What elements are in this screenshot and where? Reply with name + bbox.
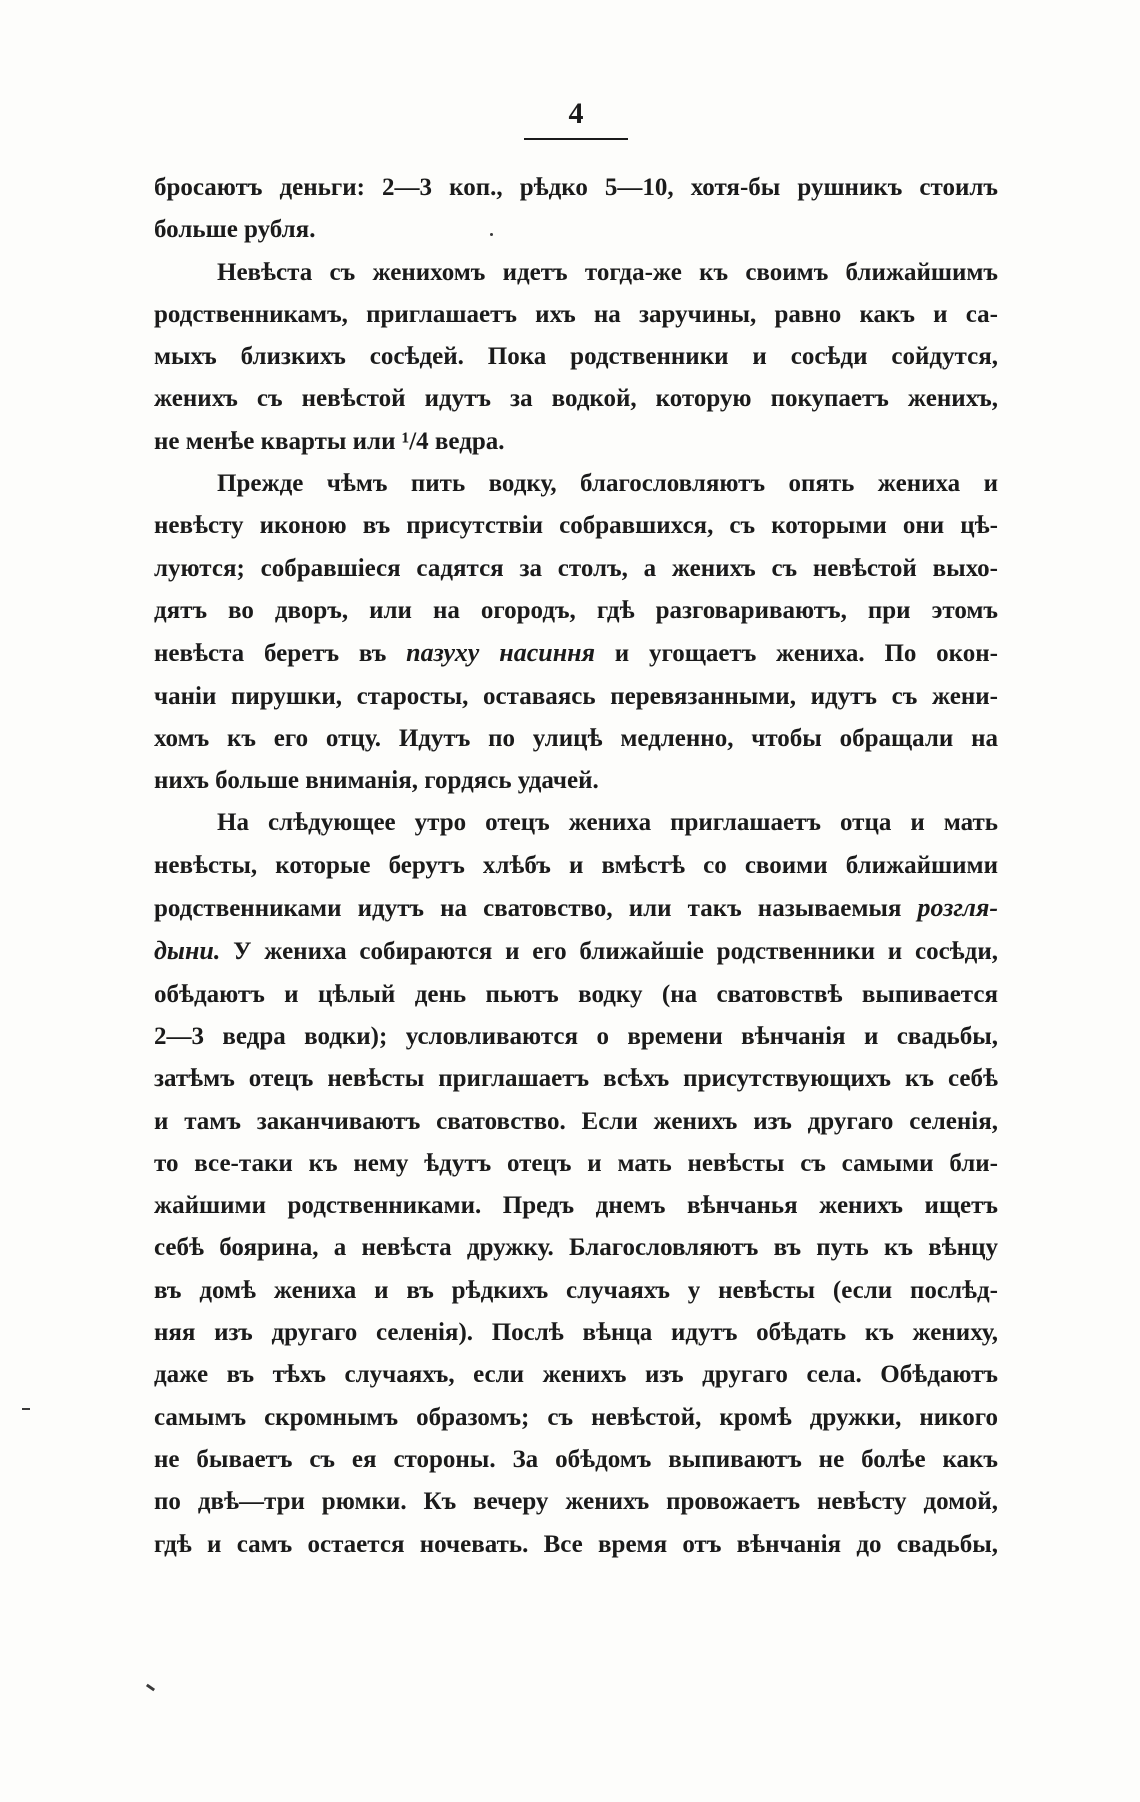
text-line: не менѣе кварты или ¹/4 ведра. bbox=[154, 427, 505, 455]
text-line: жайшими родственниками. Предъ днемъ вѣнчанья женихъ ищетъ bbox=[154, 1192, 998, 1220]
text-line: больше рубля. bbox=[154, 216, 316, 244]
italic-term: розгля- bbox=[917, 893, 998, 923]
text-line: въ домѣ жениха и въ рѣдкихъ случаяхъ у невѣсты (если послѣд- bbox=[154, 1276, 998, 1304]
text-line: по двѣ—три рюмки. Къ вечеру женихъ провожаетъ невѣсту домой, bbox=[154, 1488, 998, 1516]
paragraph bbox=[154, 252, 998, 463]
text-line: даже въ тѣхъ случаяхъ, если женихъ изъ другаго села. Обѣдаютъ bbox=[154, 1361, 998, 1389]
italic-term: пазуху насиння bbox=[406, 638, 596, 668]
text-line: то все-таки къ нему ѣдутъ отецъ и мать невѣсты съ самыми бли- bbox=[154, 1149, 998, 1177]
text-line: луются; собравшіеся садятся за столъ, а женихъ съ невѣстой выхо- bbox=[154, 554, 998, 582]
text-segment: и угощаетъ жениха. По окон- bbox=[595, 640, 998, 668]
text-line bbox=[154, 930, 998, 973]
text-line: хомъ къ его отцу. Идутъ по улицѣ медленно, чтобы обращали на bbox=[154, 724, 998, 752]
text-line: не бываетъ съ ея стороны. За обѣдомъ выпиваютъ не болѣе какъ bbox=[154, 1445, 998, 1473]
text-line: чаніи пирушки, старосты, оставаясь перевязанными, идутъ съ жени- bbox=[154, 682, 998, 710]
text-segment: невѣста беретъ въ bbox=[154, 640, 407, 668]
text-line: родственникамъ, приглашаетъ ихъ на заручины, равно какъ и са- bbox=[154, 300, 998, 328]
text-line: 2—3 ведра водки); условливаются о времени вѣнчанія и свадьбы, bbox=[154, 1022, 998, 1050]
text-line: На слѣдующее утро отецъ жениха приглашаетъ отца и мать bbox=[217, 809, 998, 837]
text-line: Невѣста съ женихомъ идетъ тогда-же къ своимъ ближайшимъ bbox=[217, 258, 998, 286]
text-segment: родственниками идутъ на сватовство, или такъ называемыя bbox=[154, 895, 918, 923]
text-line: Прежде чѣмъ пить водку, благословляютъ опять жениха и bbox=[217, 470, 998, 498]
scan-speck bbox=[22, 1408, 30, 1410]
paragraph bbox=[154, 802, 998, 1565]
text-segment: У жениха собираются и его ближайшіе родственники и сосѣди, bbox=[220, 938, 998, 966]
body-text bbox=[154, 167, 998, 1566]
text-line: невѣсты, которые берутъ хлѣбъ и вмѣстѣ со своими ближайшими bbox=[154, 851, 998, 879]
text-line: няя изъ другаго селенія). Послѣ вѣнца идутъ обѣдать къ жениху, bbox=[154, 1319, 998, 1347]
text-line: обѣдаютъ и цѣлый день пьютъ водку (на сватовствѣ выпивается bbox=[154, 980, 998, 1008]
text-line: мыхъ близкихъ сосѣдей. Пока родственники и сосѣди сойдутся, bbox=[154, 343, 998, 371]
text-line bbox=[154, 887, 998, 930]
page-number-rule bbox=[524, 138, 628, 140]
text-line: себѣ боярина, а невѣста дружку. Благословляютъ въ путь къ вѣнцу bbox=[154, 1234, 998, 1262]
page-number: 4 bbox=[568, 97, 584, 130]
text-line: нихъ больше вниманія, гордясь удачей. bbox=[154, 767, 599, 795]
scan-speck bbox=[146, 1684, 155, 1692]
text-line bbox=[154, 632, 998, 675]
text-line: женихъ съ невѣстой идутъ за водкой, которую покупаетъ женихъ, bbox=[154, 385, 998, 413]
text-line: невѣсту иконою въ присутствіи собравшихся, съ которыми они цѣ- bbox=[154, 512, 998, 540]
italic-term: дыни. bbox=[154, 936, 221, 966]
text-line: дятъ во дворъ, или на огородъ, гдѣ разговариваютъ, при этомъ bbox=[154, 596, 998, 624]
text-line: гдѣ и самъ остается ночевать. Все время отъ вѣнчанія до свадьбы, bbox=[154, 1530, 998, 1558]
text-line: и тамъ заканчиваютъ сватовство. Если женихъ изъ другаго селенія, bbox=[154, 1107, 998, 1135]
text-line: бросаютъ деньги: 2—3 коп., рѣдко 5—10, хотя-бы рушникъ стоилъ bbox=[154, 174, 998, 201]
text-line: самымъ скромнымъ образомъ; съ невѣстой, кромѣ дружки, никого bbox=[154, 1403, 998, 1431]
text-line: затѣмъ отецъ невѣсты приглашаетъ всѣхъ присутствующихъ къ себѣ bbox=[154, 1065, 998, 1093]
paragraph bbox=[154, 167, 998, 252]
paragraph bbox=[154, 463, 998, 802]
